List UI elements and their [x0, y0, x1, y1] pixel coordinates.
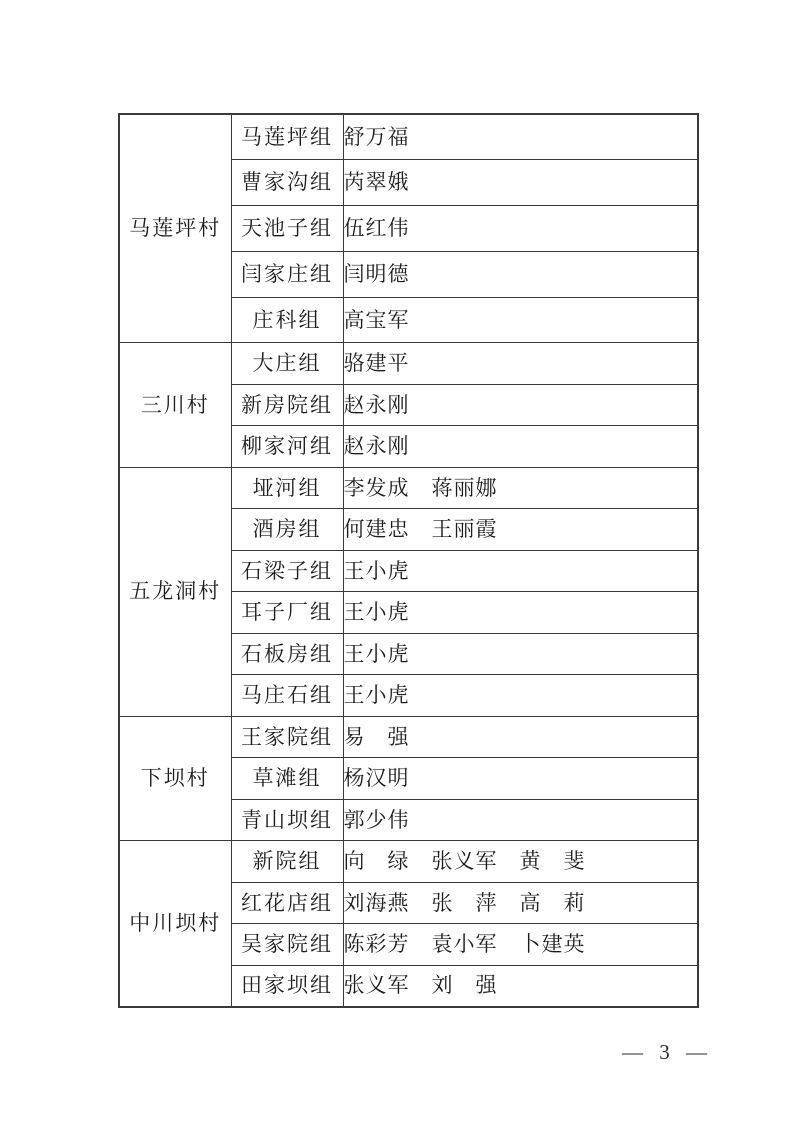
table-row	[119, 114, 698, 160]
group-name-cell: 王家院组	[231, 716, 343, 758]
group-name-cell: 酒房组	[231, 509, 343, 551]
persons-cell: 伍红伟	[343, 206, 698, 252]
village-group-table	[118, 113, 699, 1008]
group-name-cell: 红花店组	[231, 882, 343, 924]
group-name-cell: 马庄石组	[231, 675, 343, 717]
group-name-cell: 草滩组	[231, 758, 343, 800]
group-name-cell: 柳家河组	[231, 426, 343, 468]
group-name-cell: 石梁子组	[231, 550, 343, 592]
group-name-cell: 曹家沟组	[231, 160, 343, 206]
persons-cell: 杨汉明	[343, 758, 698, 800]
persons-cell: 舒万福	[343, 114, 698, 160]
village-name-cell: 三川村	[119, 343, 231, 468]
table-row	[119, 343, 698, 385]
group-name-cell: 田家坝组	[231, 965, 343, 1007]
page-number: — 3 —	[622, 1040, 708, 1064]
persons-cell: 闫明德	[343, 251, 698, 297]
persons-cell: 李发成 蒋丽娜	[343, 467, 698, 509]
persons-cell: 易 强	[343, 716, 698, 758]
table-row	[119, 467, 698, 509]
table-row	[119, 841, 698, 883]
group-name-cell: 闫家庄组	[231, 251, 343, 297]
group-name-cell: 耳子厂组	[231, 592, 343, 634]
group-name-cell: 天池子组	[231, 206, 343, 252]
table-body	[119, 114, 698, 1007]
persons-cell: 王小虎	[343, 592, 698, 634]
persons-cell: 高宝军	[343, 297, 698, 343]
group-name-cell: 大庄组	[231, 343, 343, 385]
persons-cell: 王小虎	[343, 550, 698, 592]
group-name-cell: 新院组	[231, 841, 343, 883]
persons-cell: 骆建平	[343, 343, 698, 385]
group-name-cell: 石板房组	[231, 633, 343, 675]
persons-cell: 芮翠娥	[343, 160, 698, 206]
persons-cell: 何建忠 王丽霞	[343, 509, 698, 551]
persons-cell: 赵永刚	[343, 384, 698, 426]
group-name-cell: 吴家院组	[231, 924, 343, 966]
village-name-cell: 五龙洞村	[119, 467, 231, 716]
persons-cell: 向 绿 张义军 黄 斐	[343, 841, 698, 883]
village-name-cell: 马莲坪村	[119, 114, 231, 343]
group-name-cell: 垭河组	[231, 467, 343, 509]
persons-cell: 刘海燕 张 萍 高 莉	[343, 882, 698, 924]
group-name-cell: 庄科组	[231, 297, 343, 343]
persons-cell: 陈彩芳 袁小军 卜建英	[343, 924, 698, 966]
village-name-cell: 下坝村	[119, 716, 231, 841]
table-row	[119, 716, 698, 758]
persons-cell: 王小虎	[343, 633, 698, 675]
group-name-cell: 马莲坪组	[231, 114, 343, 160]
group-name-cell: 青山坝组	[231, 799, 343, 841]
group-name-cell: 新房院组	[231, 384, 343, 426]
persons-cell: 郭少伟	[343, 799, 698, 841]
village-name-cell: 中川坝村	[119, 841, 231, 1007]
persons-cell: 王小虎	[343, 675, 698, 717]
persons-cell: 赵永刚	[343, 426, 698, 468]
persons-cell: 张义军 刘 强	[343, 965, 698, 1007]
